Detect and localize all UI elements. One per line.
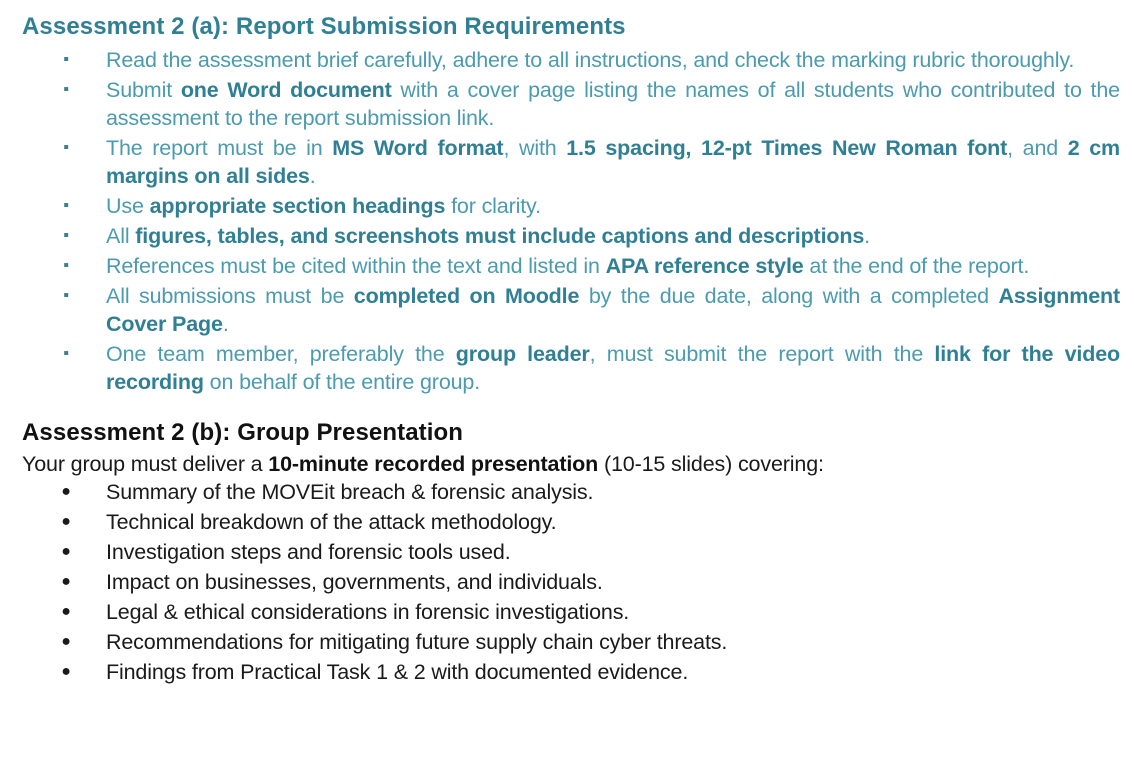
list-item-text: All submissions must be completed on Moodle by the due date, along with a completed Assignment Cover Page. xyxy=(106,284,1121,336)
list-item xyxy=(22,252,1120,280)
bullet-icon: ▪ xyxy=(63,197,69,214)
bullet-icon: ● xyxy=(61,603,71,620)
section-b-title: Assessment 2 (b): Group Presentation xyxy=(22,419,464,446)
emphasis-text: completed on Moodle xyxy=(353,284,580,308)
section-b-list xyxy=(22,478,1120,686)
list-item-text: Read the assessment brief carefully, adhere to all instructions, and check the marking rubric thoroughly. xyxy=(106,48,1075,72)
emphasis-text: group leader xyxy=(455,342,590,366)
list-item xyxy=(22,598,1120,626)
bullet-icon: ● xyxy=(61,573,71,590)
list-item xyxy=(22,658,1120,686)
list-item xyxy=(22,478,1120,506)
bullet-icon: ▪ xyxy=(63,345,69,362)
bullet-icon: ● xyxy=(61,483,71,500)
list-item-text: References must be cited within the text and listed in APA reference style at the end of the report. xyxy=(106,254,1030,278)
list-item xyxy=(22,340,1120,396)
bullet-icon: ▪ xyxy=(63,287,69,304)
list-item-text: The report must be in MS Word format, with 1.5 spacing, 12-pt Times New Roman font, and 2 cm margins on all sides. xyxy=(106,136,1120,188)
list-item xyxy=(22,508,1120,536)
emphasis-text: MS Word format xyxy=(332,136,504,160)
bullet-icon: ● xyxy=(61,543,71,560)
list-item-text: All figures, tables, and screenshots must include captions and descriptions. xyxy=(106,224,870,248)
list-item-text: One team member, preferably the group leader, must submit the report with the link for the video recording on behalf of the entire group. xyxy=(106,342,1121,394)
emphasis-text: figures, tables, and screenshots must include captions and descriptions xyxy=(135,224,865,248)
section-a-title: Assessment 2 (a): Report Submission Requirements xyxy=(22,13,626,40)
list-item-text: Findings from Practical Task 1 & 2 with documented evidence. xyxy=(106,660,689,684)
bullet-icon: ▪ xyxy=(63,81,69,98)
list-item xyxy=(22,282,1120,338)
bullet-icon: ▪ xyxy=(63,227,69,244)
emphasis-text: 2 cm margins on all sides xyxy=(106,136,1120,188)
bullet-icon: ● xyxy=(61,513,71,530)
bullet-icon: ● xyxy=(61,663,71,680)
list-item-text: Impact on businesses, governments, and individuals. xyxy=(106,570,603,594)
list-item xyxy=(22,222,1120,250)
bullet-icon: ▪ xyxy=(63,139,69,156)
list-item-text: Investigation steps and forensic tools used. xyxy=(106,540,511,564)
emphasis-text: 10-minute recorded presentation xyxy=(268,452,599,476)
list-item-text: Technical breakdown of the attack methodology. xyxy=(106,510,557,534)
bullet-icon: ▪ xyxy=(63,51,69,68)
bullet-icon: ▪ xyxy=(63,257,69,274)
list-item xyxy=(22,134,1120,190)
emphasis-text: 1.5 spacing, 12-pt Times New Roman font xyxy=(566,136,1008,160)
list-item xyxy=(22,568,1120,596)
list-item xyxy=(22,76,1120,132)
list-item xyxy=(22,192,1120,220)
emphasis-text: one Word document xyxy=(180,78,392,102)
emphasis-text: appropriate section headings xyxy=(149,194,446,218)
section-a-list xyxy=(22,46,1120,396)
bullet-icon: ● xyxy=(61,633,71,650)
list-item-text: Legal & ethical considerations in forensic investigations. xyxy=(106,600,630,624)
section-b-intro: Your group must deliver a 10-minute recorded presentation (10-15 slides) covering: xyxy=(22,452,824,476)
list-item-text: Summary of the MOVEit breach & forensic analysis. xyxy=(106,480,594,504)
list-item xyxy=(22,46,1120,74)
list-item-text: Use appropriate section headings for clarity. xyxy=(106,194,541,218)
list-item-text: Submit one Word document with a cover page listing the names of all students who contributed to the assessment to the report submission link. xyxy=(106,78,1120,130)
emphasis-text: APA reference style xyxy=(605,254,804,278)
emphasis-text: Assignment Cover Page xyxy=(106,284,1121,336)
list-item-text: Recommendations for mitigating future supply chain cyber threats. xyxy=(106,630,728,654)
emphasis-text: link for the video recording xyxy=(106,342,1121,394)
list-item xyxy=(22,628,1120,656)
list-item xyxy=(22,538,1120,566)
